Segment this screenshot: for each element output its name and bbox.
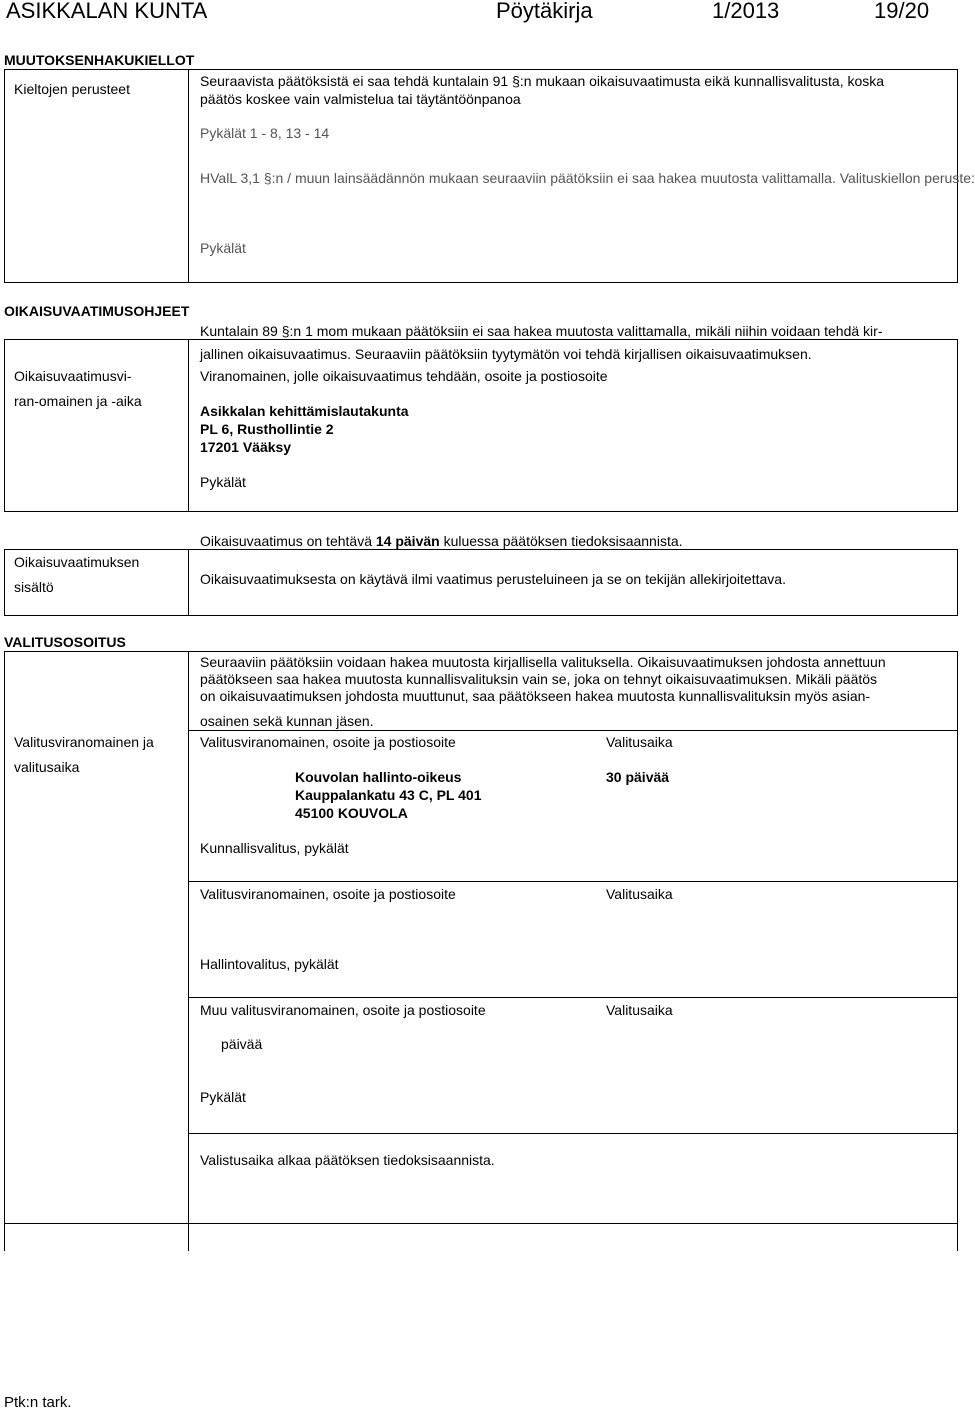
appeal-authority-label2: Valitusviranomainen, osoite ja postiosoite bbox=[200, 886, 456, 902]
appeal-court1: Kouvolan hallinto-oikeus bbox=[295, 769, 462, 785]
objection-divider1 bbox=[188, 339, 189, 512]
objection-title: OIKAISUVAATIMUSOHJEET bbox=[4, 303, 190, 319]
appeal-row1-line bbox=[188, 730, 958, 731]
objection-deadline bbox=[200, 532, 683, 550]
objection-deadline-pre: Oikaisuvaatimus on tehtävä bbox=[200, 533, 376, 549]
objection-label1a: Oikaisuvaatimusvi- bbox=[14, 368, 132, 384]
objection-address2: PL 6, Rusthollintie 2 bbox=[200, 421, 334, 437]
footer-continued: Ptk:n tark. bbox=[4, 1394, 72, 1411]
restrictions-line3-basis: Valituskiellon peruste: bbox=[839, 170, 975, 186]
objection-deadline-post: kuluessa päätöksen tiedoksisaannista. bbox=[439, 533, 683, 549]
restrictions-title: MUUTOKSENHAKUKIELLOT bbox=[4, 52, 195, 68]
appeal-p4: osainen sekä kunnan jäsen. bbox=[200, 713, 374, 729]
appeal-row4-line bbox=[188, 1133, 958, 1134]
objection-label2a: Oikaisuvaatimuksen bbox=[14, 554, 140, 570]
page-number: 19/20 bbox=[874, 0, 930, 23]
appeal-days30: 30 päivää bbox=[606, 769, 670, 785]
appeal-p3: on oikaisuvaatimuksen johdosta muuttunut, saa päätökseen hakea muutosta kunnallisvalituksin myös asian- bbox=[200, 688, 871, 704]
restrictions-line1: Seuraavista päätöksistä ei saa tehdä kuntalain 91 §:n mukaan oikaisuvaatimusta eikä kunnallisvalitusta, koska bbox=[200, 73, 885, 89]
doc-number: 1/2013 bbox=[712, 0, 780, 23]
objection-box1 bbox=[4, 339, 958, 512]
objection-address1: Asikkalan kehittämislautakunta bbox=[200, 403, 409, 419]
restrictions-sections2: Pykälät bbox=[200, 240, 246, 256]
objection-divider2 bbox=[188, 549, 189, 616]
appeal-left-border bbox=[4, 651, 5, 1251]
org-name: ASIKKALAN KUNTA bbox=[6, 0, 208, 23]
appeal-time-label2: Valitusaika bbox=[606, 886, 673, 902]
objection-sections: Pykälät bbox=[200, 474, 246, 490]
objection-authority-intro: Viranomainen, jolle oikaisuvaatimus tehdään, osoite ja postiosoite bbox=[200, 368, 608, 384]
objection-deadline-bold: 14 päivän bbox=[375, 533, 440, 549]
appeal-court2: Kauppalankatu 43 C, PL 401 bbox=[295, 787, 482, 803]
appeal-p2: päätökseen saa hakea muutosta kunnallisvalituksin vain se, joka on tehnyt oikaisuvaatimuksen. Mikäli päätös bbox=[200, 671, 878, 687]
appeal-days: päivää bbox=[221, 1036, 263, 1052]
restrictions-label: Kieltojen perusteet bbox=[14, 81, 130, 97]
appeal-row2-line bbox=[188, 881, 958, 882]
restrictions-line2: päätös koskee vain valmistelua tai täytäntöönpanoa bbox=[200, 91, 521, 107]
restrictions-line3 bbox=[200, 169, 975, 187]
objection-label1b: ran-omainen ja -aika bbox=[14, 393, 142, 409]
appeal-time-label: Valitusaika bbox=[606, 734, 673, 750]
appeal-other-authority: Muu valitusviranomainen, osoite ja postiosoite bbox=[200, 1002, 486, 1018]
appeal-municipal: Kunnallisvalitus, pykälät bbox=[200, 840, 349, 856]
appeal-row3-line bbox=[188, 997, 958, 998]
objection-address3: 17201 Vääksy bbox=[200, 439, 292, 455]
appeal-row5-line bbox=[4, 1223, 958, 1224]
appeal-sections: Pykälät bbox=[200, 1089, 246, 1105]
restrictions-line3-main: HValL 3,1 §:n / muun lainsäädännön mukaan seuraaviin päätöksiin ei saa hakea muutosta valittamalla. bbox=[200, 170, 836, 186]
objection-label2b: sisältö bbox=[14, 579, 54, 595]
objection-intro2: jallinen oikaisuvaatimus. Seuraaviin päätöksiin tyytymätön voi tehdä kirjallisen oikaisuvaatimuksen. bbox=[200, 346, 812, 362]
appeal-start: Valistusaika alkaa päätöksen tiedoksisaannista. bbox=[200, 1152, 495, 1168]
appeal-p1: Seuraaviin päätöksiin voidaan hakea muutosta kirjallisella valituksella. Oikaisuvaatimuksen johdosta annettuun bbox=[200, 654, 886, 670]
appeal-divider bbox=[188, 651, 189, 1251]
doc-type: Pöytäkirja bbox=[496, 0, 593, 23]
appeal-title: VALITUSOSOITUS bbox=[4, 634, 126, 650]
appeal-time-label3: Valitusaika bbox=[606, 1002, 673, 1018]
appeal-label-b: valitusaika bbox=[14, 759, 80, 775]
appeal-authority-label: Valitusviranomainen, osoite ja postiosoite bbox=[200, 734, 456, 750]
restrictions-sections1: Pykälät 1 - 8, 13 - 14 bbox=[200, 125, 330, 141]
appeal-label-a: Valitusviranomainen ja bbox=[14, 734, 154, 750]
appeal-top-border bbox=[4, 651, 958, 652]
appeal-court3: 45100 KOUVOLA bbox=[295, 805, 408, 821]
objection-intro1: Kuntalain 89 §:n 1 mom mukaan päätöksiin ei saa hakea muutosta valittamalla, mikäli niihin voidaan tehdä kir- bbox=[200, 323, 883, 339]
appeal-right-border bbox=[957, 651, 958, 1251]
appeal-admin: Hallintovalitus, pykälät bbox=[200, 956, 339, 972]
restrictions-divider bbox=[188, 69, 189, 283]
objection-content-rule: Oikaisuvaatimuksesta on käytävä ilmi vaatimus perusteluineen ja se on tekijän allekirjoitettava. bbox=[200, 571, 786, 587]
